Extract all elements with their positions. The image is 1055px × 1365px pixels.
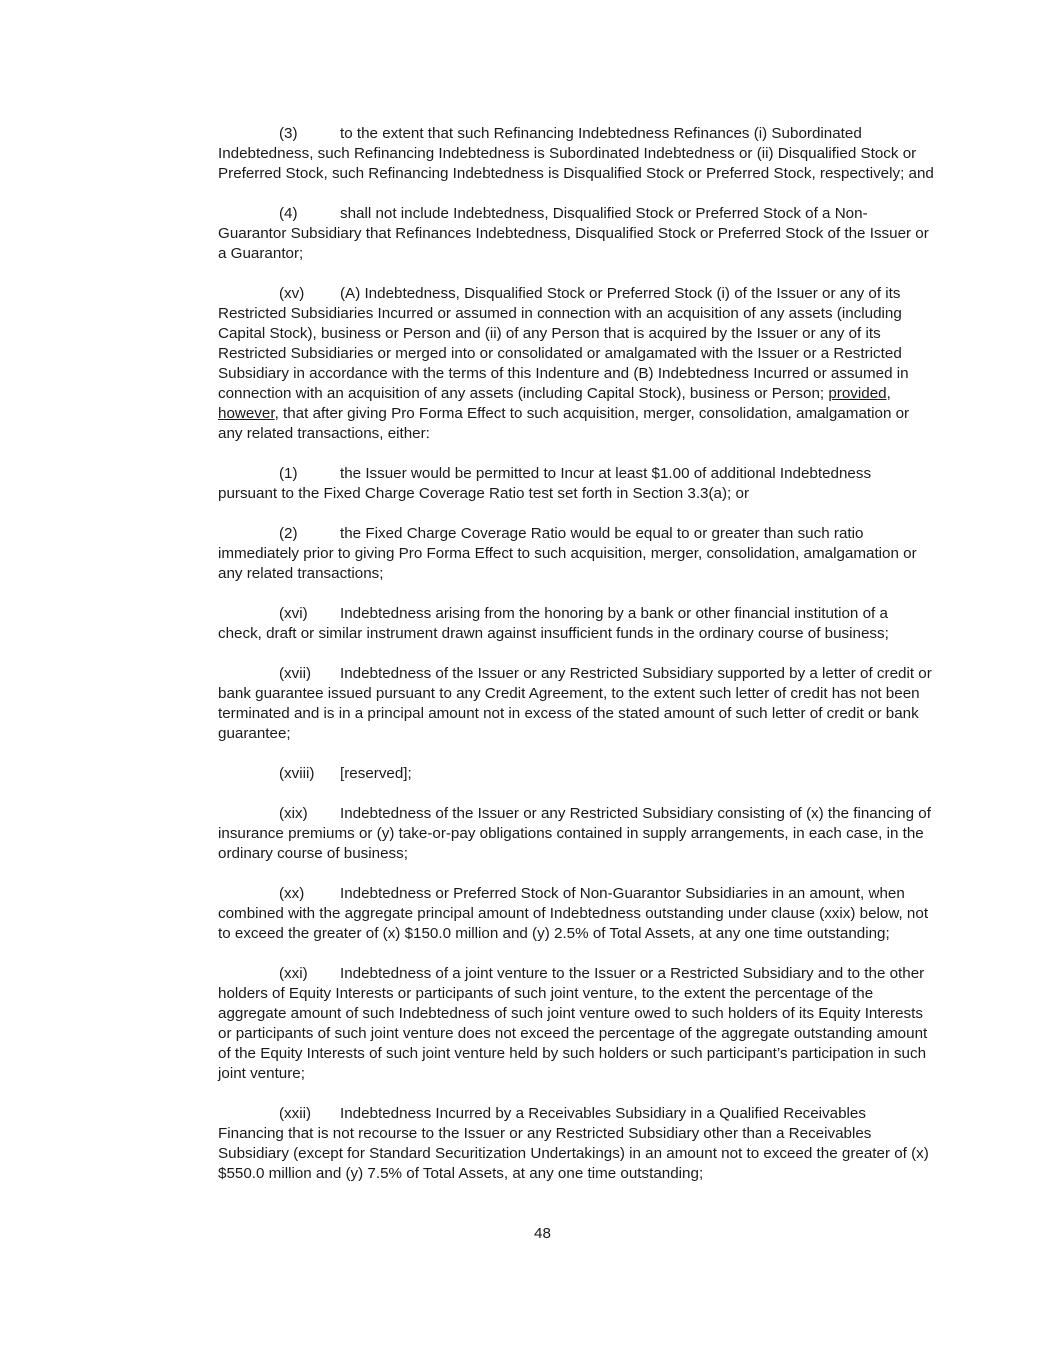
document-body [218, 124, 934, 1184]
clause-text: to the extent that such Refinancing Indebtedness Refinances (i) Subordinated Indebtedness, such Refinancing Indebtedness is Subordinated Indebtedness or (ii) Disqualified Stock or Preferred Stock, such Refinancing Indebtedness is Disqualified Stock or Preferred Stock, respectively; and [218, 125, 934, 182]
paragraph-4 [218, 204, 934, 264]
clause-text: Indebtedness of the Issuer or any Restricted Subsidiary supported by a letter of credit or bank guarantee issued pursuant to any Credit Agreement, to the extent such letter of credit has not been terminated and is in a principal amount not in excess of the stated amount of such letter of credit or bank guarantee; [218, 665, 932, 742]
clause-label: (xviii) [279, 765, 315, 782]
paragraph-xxi [218, 964, 934, 1084]
clause-text: [reserved]; [340, 765, 412, 782]
paragraph-3 [218, 124, 934, 184]
paragraph-2 [218, 524, 934, 584]
clause-text: Indebtedness of a joint venture to the Issuer or a Restricted Subsidiary and to the other holders of Equity Interests or participants of such joint venture, to the extent the percentage of the aggregate amount of such Indebtedness of such joint venture owed to such holders of its Equity Interests or participants of such joint venture does not exceed the percentage of the aggregate outstanding amount of the Equity Interests of such joint venture held by such holders or such participant’s participation in such joint venture; [218, 965, 928, 1082]
clause-label: (3) [279, 125, 298, 142]
underlined-term-provided: provided [828, 385, 887, 402]
underlined-term-however: however [218, 405, 275, 422]
clause-label: (1) [279, 465, 298, 482]
clause-text: Indebtedness or Preferred Stock of Non-Guarantor Subsidiaries in an amount, when combined with the aggregate principal amount of Indebtedness outstanding under clause (xxix) below, not to exceed the greater of (x) $150.0 million and (y) 2.5% of Total Assets, at any one time outstanding; [218, 885, 929, 942]
clause-label: (xvii) [279, 665, 312, 682]
clause-label: (4) [279, 205, 298, 222]
clause-text: (A) Indebtedness, Disqualified Stock or Preferred Stock (i) of the Issuer or any of its Restricted Subsidiaries Incurred or assumed in connection with an acquisition of any assets (including Capital Stock), business or Person and (ii) of any Person that is acquired by the Issuer or any of its Restricted Subsidiaries or merged into or consolidated or amalgamated with the Issuer or a Restricted Subsidiary in accordance with the terms of this Indenture and (B) Indebtedness Incurred or assumed in connection with an acquisition of any assets (including Capital Stock), business or Person; [218, 285, 909, 402]
paragraph-xvi [218, 604, 934, 644]
clause-label: (xix) [279, 805, 308, 822]
clause-text: Indebtedness Incurred by a Receivables Subsidiary in a Qualified Receivables Financing that is not recourse to the Issuer or any Restricted Subsidiary other than a Receivables Subsidiary (except for Standard Securitization Undertakings) in an amount not to exceed the greater of (x) $550.0 million and (y) 7.5% of Total Assets, at any one time outstanding; [218, 1105, 929, 1182]
paragraph-xviii [218, 764, 934, 784]
paragraph-xv [218, 284, 934, 444]
paragraph-xix [218, 804, 934, 864]
clause-label: (xxi) [279, 965, 308, 982]
clause-text-continued: , that after giving Pro Forma Effect to such acquisition, merger, consolidation, amalgamation or any related transactions, either: [218, 405, 910, 442]
paragraph-1 [218, 464, 934, 504]
clause-text-separator: , [886, 385, 891, 402]
clause-label: (xv) [279, 285, 305, 302]
paragraph-xvii [218, 664, 934, 744]
clause-text: Indebtedness of the Issuer or any Restricted Subsidiary consisting of (x) the financing of insurance premiums or (y) take-or-pay obligations contained in supply arrangements, in each case, in the ordinary course of business; [218, 805, 931, 862]
page-number: 48 [534, 1225, 551, 1242]
clause-label: (xvi) [279, 605, 308, 622]
clause-text: the Fixed Charge Coverage Ratio would be equal to or greater than such ratio immediately prior to giving Pro Forma Effect to such acquisition, merger, consolidation, amalgamation or any related transactions; [218, 525, 917, 582]
clause-text: the Issuer would be permitted to Incur at least $1.00 of additional Indebtedness pursuant to the Fixed Charge Coverage Ratio test set forth in Section 3.3(a); or [218, 465, 872, 502]
clause-label: (xx) [279, 885, 305, 902]
clause-text: Indebtedness arising from the honoring by a bank or other financial institution of a check, draft or similar instrument drawn against insufficient funds in the ordinary course of business; [218, 605, 889, 642]
paragraph-xxii [218, 1104, 934, 1184]
clause-label: (2) [279, 525, 298, 542]
clause-text: shall not include Indebtedness, Disqualified Stock or Preferred Stock of a Non-Guarantor Subsidiary that Refinances Indebtedness, Disqualified Stock or Preferred Stock of the Issuer or a Guarantor; [218, 205, 929, 262]
paragraph-xx [218, 884, 934, 944]
clause-label: (xxii) [279, 1105, 312, 1122]
